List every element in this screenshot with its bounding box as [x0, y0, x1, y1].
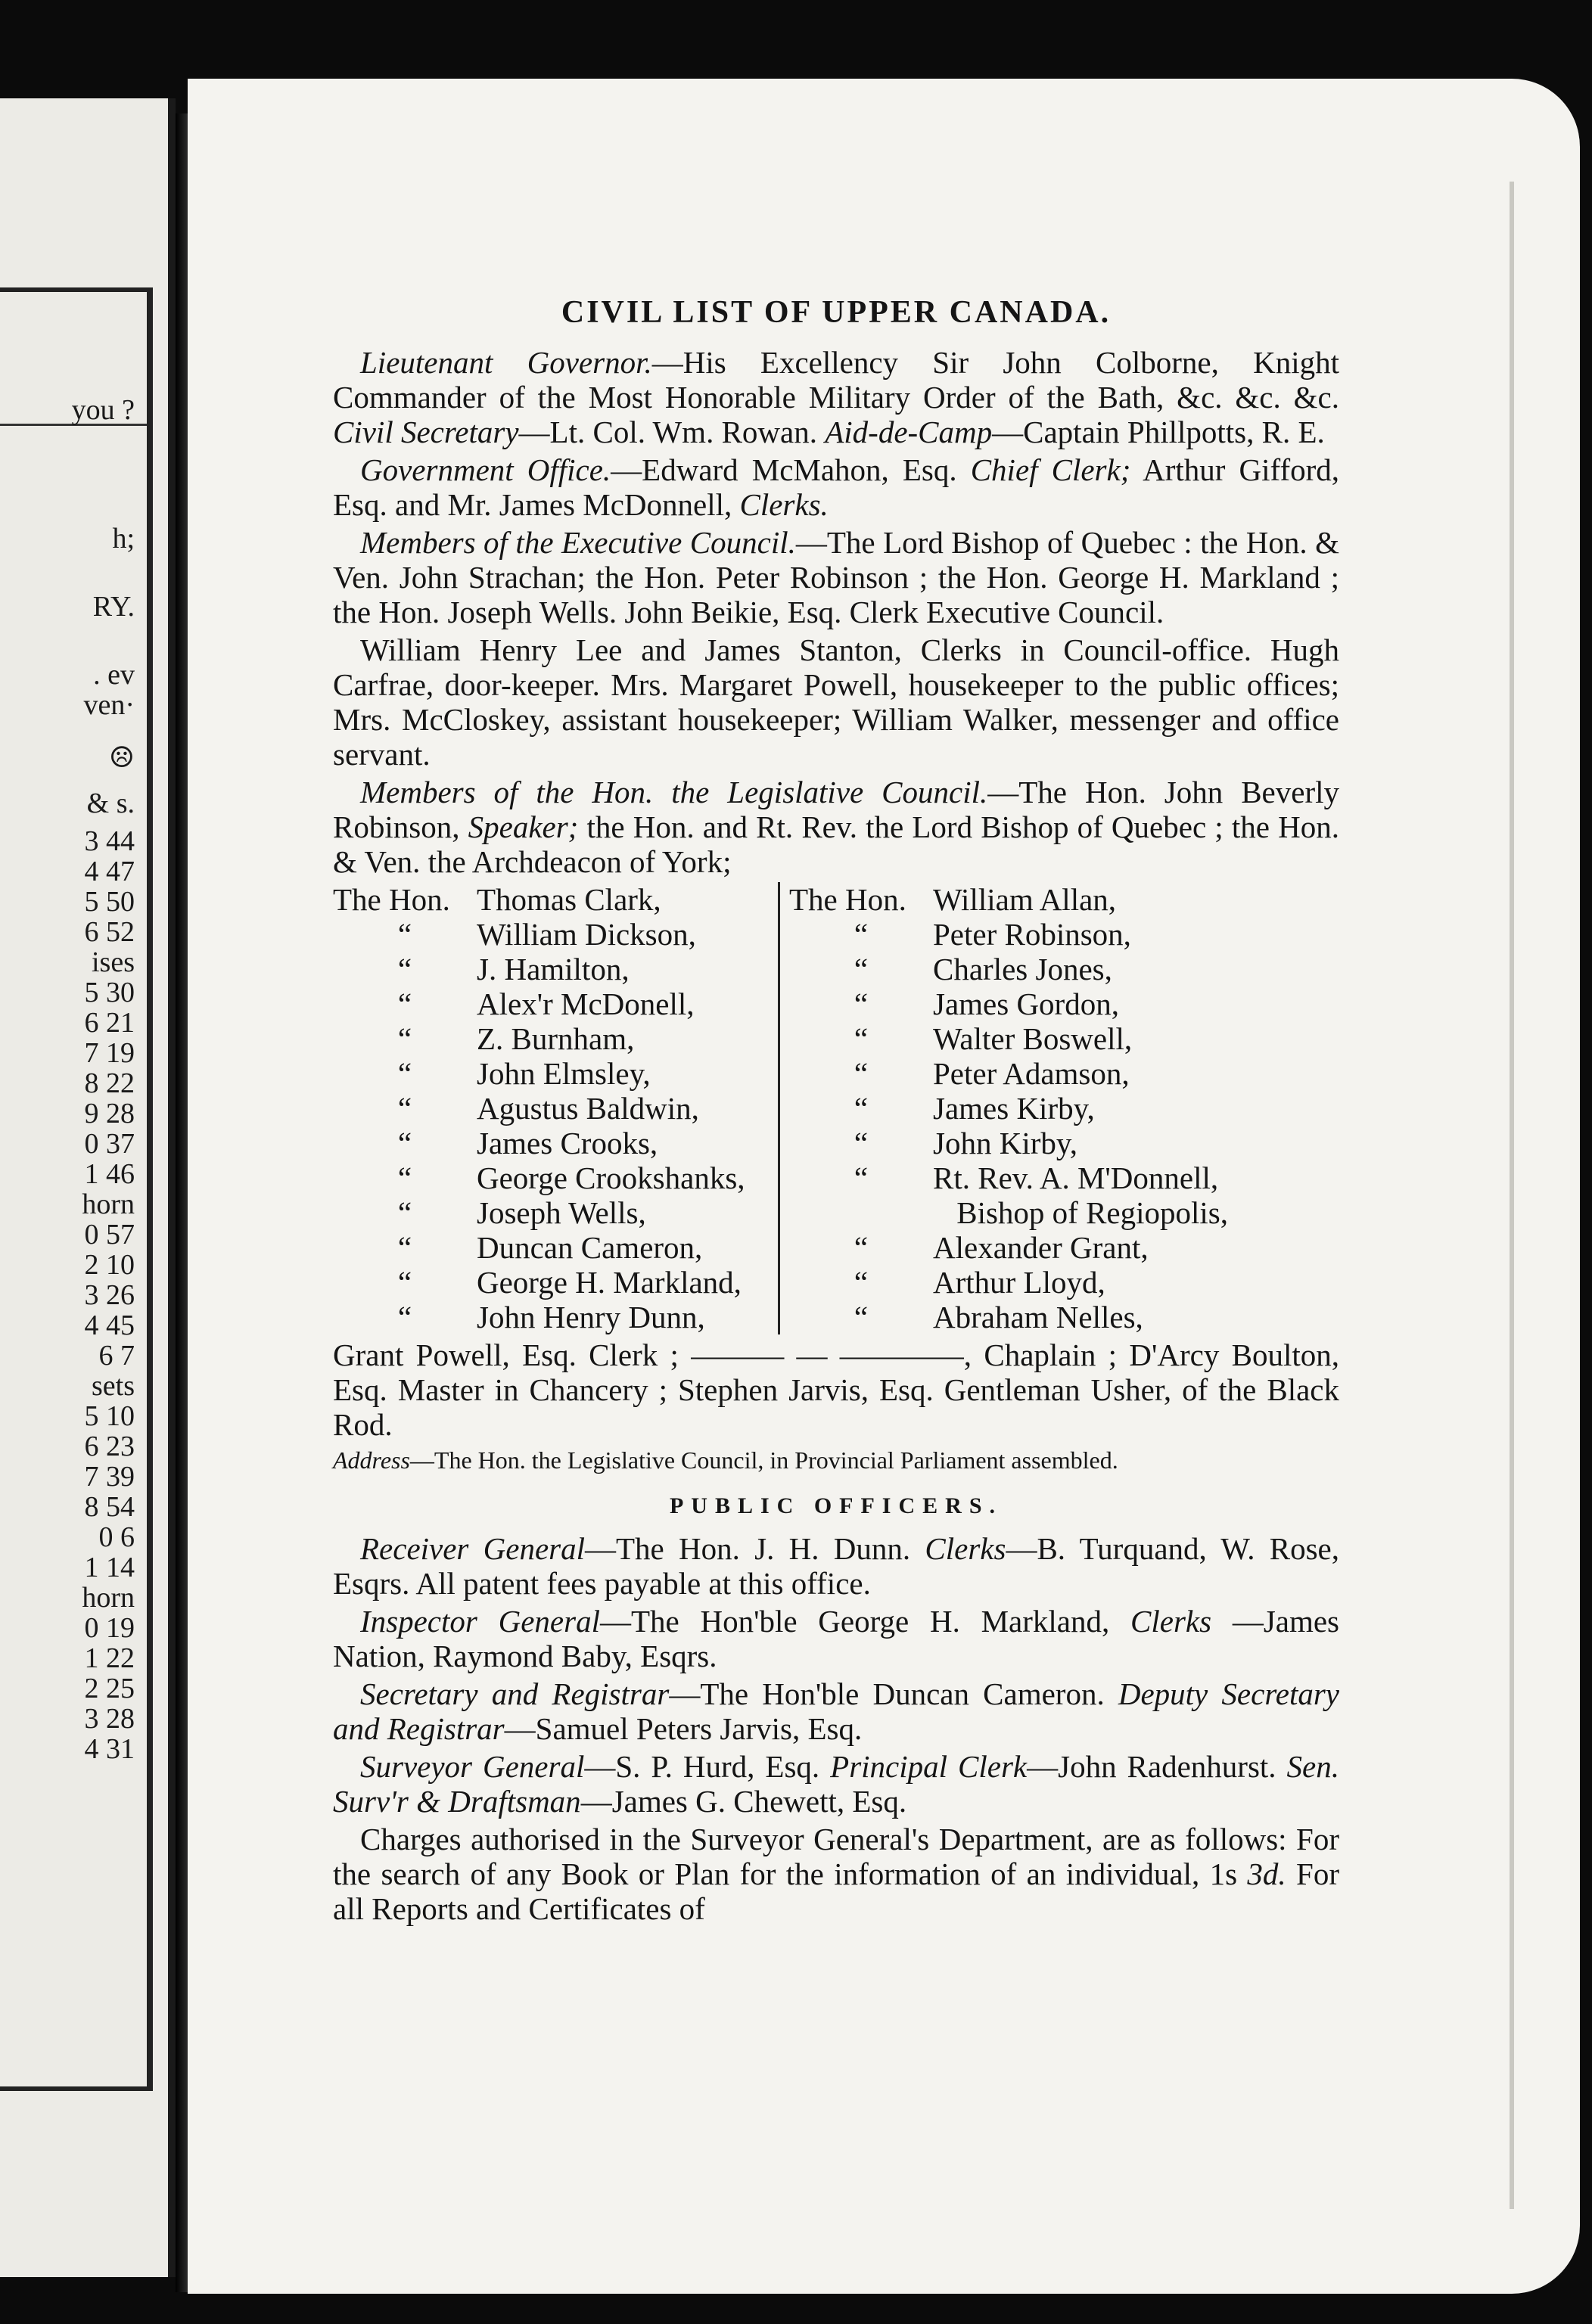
entry-text: —The Hon'ble Duncan Cameron. — [669, 1676, 1118, 1711]
member-name: John Kirby, — [933, 1126, 1077, 1160]
ditto-mark: “ — [397, 1230, 412, 1265]
member-name: Walter Boswell, — [933, 1021, 1133, 1056]
facing-page-line: horn — [82, 1582, 135, 1614]
entry-label: Address — [333, 1446, 410, 1474]
member-name: Peter Robinson, — [933, 917, 1131, 952]
member-name: William Dickson, — [477, 917, 696, 952]
entry-text: —The Hon. J. H. Dunn. — [585, 1531, 925, 1566]
entry-label: Clerks — [925, 1531, 1006, 1566]
member-name: Alex'r McDonell, — [477, 986, 695, 1021]
facing-page-line: & s. — [86, 788, 135, 819]
member-name: Joseph Wells, — [477, 1195, 646, 1230]
entry-text: —Edward McMahon, Esq. — [611, 452, 971, 487]
facing-page-line: 5 30 — [84, 977, 135, 1008]
council-member-row — [789, 917, 1228, 952]
spacer — [789, 1195, 926, 1230]
council-member-row — [333, 1195, 772, 1230]
council-officers-entry: Grant Powell, Esq. Clerk ; ——— — ————, Chaplain ; D'Arcy Boulton, Esq. Master in Chancery ; Stephen Jarvis, Esq. Gentleman Usher, of the Black Rod. — [333, 1338, 1339, 1442]
entry-label: Civil Secretary — [333, 415, 519, 449]
council-member-row — [333, 952, 772, 986]
entry-text: —The Hon. the Legislative Council, in Provincial Parliament assembled. — [409, 1446, 1118, 1474]
entry-text: —Lt. Col. Wm. Rowan. — [518, 415, 826, 449]
ditto-mark: “ — [854, 952, 869, 986]
council-member-row — [789, 1126, 1228, 1160]
entry-text: the Hon. and Rt. Rev. the Lord Bishop of Quebec ; the Hon. & Ven. the Archdeacon of York; — [333, 809, 1339, 879]
facing-page-line: 1 46 — [84, 1158, 135, 1190]
facing-page-line: 7 39 — [84, 1461, 135, 1493]
ditto-mark: “ — [854, 1230, 869, 1265]
entry-text: For all Reports and Certificates of — [333, 1856, 1339, 1926]
facing-page-line: 4 47 — [84, 856, 135, 887]
member-name: Rt. Rev. A. M'Donnell, — [933, 1160, 1219, 1195]
ditto-mark: “ — [397, 1056, 412, 1091]
facing-page-line: 3 26 — [84, 1279, 135, 1311]
ditto-mark: “ — [854, 1091, 869, 1126]
facing-page-line: 8 54 — [84, 1491, 135, 1523]
ditto-mark: “ — [854, 1265, 869, 1300]
council-members-table — [333, 882, 1339, 1334]
ditto-mark: “ — [854, 986, 869, 1021]
entry-text: Charges authorised in the Surveyor General's Department, are as follows: For the search of any Book or Plan for the information of an individual, 1s — [333, 1822, 1339, 1891]
facing-page-line: 5 50 — [84, 886, 135, 918]
facing-page-line: 6 52 — [84, 916, 135, 948]
entry-text: Arthur Gifford, Esq. and Mr. James McDonnell, — [333, 452, 1340, 522]
entry-label: Speaker; — [468, 809, 579, 844]
ditto-mark: “ — [397, 1160, 412, 1195]
entry-label: Receiver General — [360, 1531, 586, 1566]
facing-page-line: 6 21 — [84, 1007, 135, 1039]
entry-text: —His Excellency Sir John Colborne, Knight Commander of the Most Honorable Military Order of the Bath, &c. &c. &c. — [333, 345, 1339, 415]
council-member-row — [333, 1160, 772, 1195]
entry-text: —The Lord Bishop of Quebec : the Hon. & Ven. John Strachan; the Hon. Peter Robinson ; the Hon. George H. Markland ; the Hon. Joseph Wells. John Beikie, Esq. Clerk Executive Council. — [333, 525, 1339, 629]
council-member-row — [789, 1195, 1228, 1230]
honorific: The Hon. — [333, 882, 450, 917]
ditto-mark: “ — [854, 917, 869, 952]
ditto-mark: “ — [397, 1091, 412, 1126]
table-rule — [0, 2086, 153, 2091]
council-member-row — [333, 1300, 772, 1334]
legislative-council-entry — [333, 775, 1339, 879]
lieutenant-governor-entry — [333, 345, 1339, 449]
entry-text: —Samuel Peters Jarvis, Esq. — [504, 1711, 863, 1746]
facing-page-line: ☹ — [108, 742, 135, 774]
entry-label: Secretary and Registrar — [360, 1676, 670, 1711]
facing-page-line: 0 37 — [84, 1128, 135, 1160]
entry-label: Sen. Surv'r & Draftsman — [333, 1749, 1339, 1819]
entry-label: Surveyor General — [360, 1749, 585, 1784]
address-line — [333, 1445, 1339, 1475]
council-member-row — [333, 986, 772, 1021]
page-content — [333, 295, 1339, 1929]
entry-label: Principal Clerk — [830, 1749, 1028, 1784]
member-name: Thomas Clark, — [477, 882, 661, 917]
entry-label: Members of the Hon. the Legislative Council. — [360, 775, 988, 809]
council-member-row — [789, 882, 1228, 917]
facing-page-line: 0 57 — [84, 1219, 135, 1251]
council-member-row — [789, 1056, 1228, 1091]
surveyor-general-entry — [333, 1749, 1339, 1819]
member-name: Charles Jones, — [933, 952, 1112, 986]
facing-page-line: ises — [92, 946, 135, 978]
members-column-left — [333, 882, 780, 1334]
council-member-row — [789, 986, 1228, 1021]
government-office-entry — [333, 452, 1339, 522]
ditto-mark: “ — [854, 1056, 869, 1091]
council-member-row — [333, 917, 772, 952]
facing-page-line: 7 19 — [84, 1037, 135, 1069]
facing-page-line: 2 25 — [84, 1673, 135, 1704]
receiver-general-entry — [333, 1531, 1339, 1601]
council-member-row — [789, 1265, 1228, 1300]
facing-page-line: . ev — [93, 659, 135, 691]
entry-label: Clerks. — [739, 487, 829, 522]
entry-text: —The Hon. John Beverly Robinson, — [333, 775, 1339, 844]
table-rule — [0, 287, 153, 292]
facing-page-line: sets — [92, 1370, 135, 1402]
facing-page-line: ven· — [83, 689, 135, 721]
ditto-mark: “ — [397, 952, 412, 986]
council-member-row — [333, 1230, 772, 1265]
member-name: Z. Burnham, — [477, 1021, 635, 1056]
facing-page-line: h; — [112, 523, 135, 555]
ditto-mark: “ — [854, 1300, 869, 1334]
page-edge — [1510, 182, 1514, 2209]
member-name: Abraham Nelles, — [933, 1300, 1143, 1334]
entry-text: —S. P. Hurd, Esq. — [584, 1749, 831, 1784]
member-name: Peter Adamson, — [933, 1056, 1130, 1091]
facing-page-line: horn — [82, 1188, 135, 1220]
section-heading: PUBLIC OFFICERS. — [669, 1493, 1003, 1518]
facing-page-line: 1 22 — [84, 1642, 135, 1674]
entry-text: —John Radenhurst. — [1027, 1749, 1287, 1784]
council-member-row — [789, 1300, 1228, 1334]
member-name: George H. Markland, — [477, 1265, 742, 1300]
ditto-mark: “ — [854, 1160, 869, 1195]
council-member-row — [789, 1160, 1228, 1195]
council-member-row — [789, 952, 1228, 986]
entry-text: —Captain Phillpotts, R. E. — [992, 415, 1325, 449]
entry-text: —James Nation, Raymond Baby, Esqrs. — [333, 1604, 1340, 1673]
member-name: Bishop of Regiopolis, — [956, 1195, 1228, 1230]
executive-council-entry — [333, 525, 1339, 629]
facing-page-line: 2 10 — [84, 1249, 135, 1281]
member-name: George Crookshanks, — [477, 1160, 745, 1195]
council-member-row — [333, 882, 772, 917]
council-member-row — [333, 1091, 772, 1126]
book-gutter — [176, 113, 188, 2292]
honorific: The Hon. — [789, 882, 906, 917]
entry-label: Government Office. — [360, 452, 611, 487]
council-member-row — [333, 1265, 772, 1300]
ditto-mark: “ — [854, 1021, 869, 1056]
council-member-row — [333, 1126, 772, 1160]
entry-text: —James G. Chewett, Esq. — [580, 1784, 907, 1819]
members-column-right — [780, 882, 1228, 1334]
facing-page-line: 4 45 — [84, 1310, 135, 1341]
member-name: James Kirby, — [933, 1091, 1095, 1126]
member-name: William Allan, — [933, 882, 1117, 917]
member-name: John Henry Dunn, — [477, 1300, 705, 1334]
council-office-entry: William Henry Lee and James Stanton, Clerks in Council-office. Hugh Carfrae, door-keeper. Mrs. Margaret Powell, housekeeper to the public offices; Mrs. McCloskey, assistant housekeeper; William Walker, messenger and office servant. — [333, 632, 1339, 772]
member-name: Agustus Baldwin, — [477, 1091, 699, 1126]
member-name: J. Hamilton, — [477, 952, 630, 986]
entry-label: Members of the Executive Council. — [360, 525, 796, 560]
entry-label: Clerks — [1130, 1604, 1212, 1639]
facing-page-line: 9 28 — [84, 1098, 135, 1129]
council-member-row — [789, 1091, 1228, 1126]
facing-page-line: 3 28 — [84, 1703, 135, 1735]
ditto-mark: “ — [397, 1126, 412, 1160]
ditto-mark: “ — [854, 1126, 869, 1160]
ditto-mark: “ — [397, 917, 412, 952]
entry-label: Aid-de-Camp — [825, 415, 993, 449]
council-member-row — [789, 1021, 1228, 1056]
ditto-mark: “ — [397, 1300, 412, 1334]
member-name: James Crooks, — [477, 1126, 658, 1160]
facing-page-line: 0 6 — [98, 1521, 135, 1553]
council-member-row — [333, 1021, 772, 1056]
facing-page-line: 4 31 — [84, 1733, 135, 1765]
ditto-mark: “ — [397, 986, 412, 1021]
facing-page-line: 6 7 — [98, 1340, 135, 1372]
facing-page-line: 1 14 — [84, 1552, 135, 1583]
inspector-general-entry — [333, 1604, 1339, 1673]
page-title: CIVIL LIST OF UPPER CANADA. — [561, 295, 1112, 330]
ditto-mark: “ — [397, 1021, 412, 1056]
facing-page-line: 0 19 — [84, 1612, 135, 1644]
entry-label: Deputy Secretary and Registrar — [333, 1676, 1339, 1746]
council-member-row — [789, 1230, 1228, 1265]
ditto-mark: “ — [397, 1265, 412, 1300]
secretary-registrar-entry — [333, 1676, 1339, 1746]
entry-label: Lieutenant Governor. — [360, 345, 652, 380]
entry-label: 3d. — [1247, 1856, 1286, 1891]
member-name: John Elmsley, — [477, 1056, 651, 1091]
facing-page — [0, 98, 176, 2277]
facing-page-line: 8 22 — [84, 1067, 135, 1099]
entry-label: Chief Clerk; — [970, 452, 1131, 487]
member-name: Arthur Lloyd, — [933, 1265, 1105, 1300]
council-member-row — [333, 1056, 772, 1091]
ditto-mark: “ — [397, 1195, 412, 1230]
facing-page-line: 5 10 — [84, 1400, 135, 1432]
entry-text: —B. Turquand, W. Rose, Esqrs. All patent fees payable at this office. — [333, 1531, 1339, 1601]
entry-label: Inspector General — [360, 1604, 600, 1639]
table-rule — [147, 287, 153, 2088]
facing-page-line: 6 23 — [84, 1431, 135, 1462]
facing-page-line: 3 44 — [84, 825, 135, 857]
facing-page-line: you ? — [71, 394, 135, 426]
charges-entry — [333, 1822, 1339, 1926]
facing-page-line: RY. — [92, 591, 135, 623]
member-name: Duncan Cameron, — [477, 1230, 703, 1265]
member-name: James Gordon, — [933, 986, 1119, 1021]
entry-text: —The Hon'ble George H. Markland, — [599, 1604, 1131, 1639]
member-name: Alexander Grant, — [933, 1230, 1149, 1265]
